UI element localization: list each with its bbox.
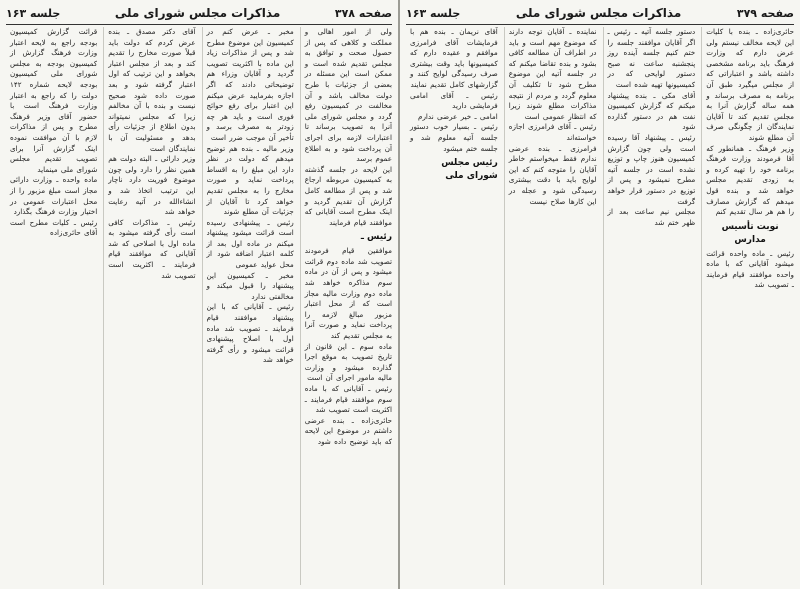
paragraph: وزیر دارائی ـ البته دولت هم همین نظر را دارد ولی چون موضوع فوریت دارد ناچار این ترتیب اتخاذ شد و انشاءالله در آتیه رعایت خواهد شد: [108, 154, 196, 217]
page-title: مذاکرات مجلس شورای ملی: [114, 6, 281, 20]
page-number: صفحه ۳۷۹: [736, 6, 794, 20]
right-page-header: [406, 3, 794, 23]
paragraph: مخبر ـ عرض کنم در کمیسیون این موضوع مطرح شد و پس از مذاکرات زیاد این ماده با اکثریت تصویب گردید و آقایان وزراء هم توضیحاتی دادند که اگر اجازه بفرمایید عرض میکنم این اعتبار برای رفع حوائج فوری است و باید هر چه زودتر به مصرف برسد و تأخیر آن موجب ضرر است: [206, 27, 294, 142]
paragraph: آقای مکی ـ بنده پیشنهاد میکنم که گزارش کمیسیون نفت هم در دستور گذارده شود: [607, 90, 696, 132]
speaker-heading: رئیس ـ: [360, 232, 392, 243]
paragraph: آقای نریمان ـ بنده هم با فرمایشات آقای فرامرزی موافقم و عقیده دارم که کمیسیونها باید وقت بیشتری صرف رسیدگی لوایح کنند و گزارشهای کامل تقدیم نمایند: [410, 27, 498, 89]
session-number: جلسه ۱۶۳: [6, 6, 61, 20]
paragraph: مجلس نیم ساعت بعد از ظهر ختم شد: [607, 207, 696, 227]
paragraph: رئیس ـ پیشنهادی رسیده است قرائت میشود پیشنهاد میکنم در ماده اول بعد از کلمه اعتبار اضافه شود از محل عواید عمومی: [206, 217, 294, 270]
text-column: [406, 27, 498, 585]
text-column: [300, 27, 392, 585]
paragraph: دستور جلسه آتیه ـ رئیس ـ اگر آقایان موافقند جلسه را ختم کنیم جلسه آینده روز پنجشنبه ساعت نه صبح دستور لوایحی که در کمیسیونها تهیه شده است: [607, 27, 696, 89]
paragraph: موافقین قیام فرمودند تصویب شد ماده دوم قرائت میشود و پس از آن در ماده سوم مذاکره خواهد شد ماده دوم وزارت مالیه مجاز است که از محل اعتبار مزبور مبالغ لازمه را پرداخت نماید و صورت آنرا به مجلس تقدیم کند: [304, 246, 392, 341]
paragraph: رئیس ـ بسیار خوب دستور جلسه آتیه معلوم شد و جلسه ختم میشود: [410, 122, 498, 153]
paragraph: رئیس ـ آقای فرامرزی اجازه خواسته‌اند: [508, 122, 597, 142]
right-page-columns: [406, 27, 794, 585]
paragraph: ماده سوم ـ این قانون از تاریخ تصویب به موقع اجرا گذارده میشود و وزارت مالیه مامور اجرای آن است: [304, 341, 392, 383]
paragraph: حائری‌زاده ـ بنده با کلیات این لایحه مخالف نیستم ولی عرض دارم که وزارت فرهنگ باید برنامه مشخصی داشته باشد و اعتباراتی که از مجلس میگیرد طبق آن برنامه به مصرف برساند و همه ساله گزارش آنرا به مجلس تقدیم کند تا آقایان نمایندگان از چگونگی صرف آن مطلع شوند: [706, 27, 794, 142]
paragraph: رئیس ـ آقایانی که با ماده سوم موافقند قیام فرمایند ـ اکثریت است تصویب شد: [304, 384, 392, 415]
paragraph: رئیس ـ آقای امامی فرمایشی دارید: [410, 90, 498, 111]
text-column: [701, 27, 794, 585]
paragraph: ولی از امور اهالی و مملکت و کلاهی که پس از حصول صحت و توافق به مجلس تقدیم شده است و ممکن است این مسئله در بعضی از جزئیات با طرح دولت مخالف باشد و آن مخالفت در کمیسیون رفع گردد و مجلس شورای ملی آنرا به تصویب برساند تا اعتبارات لازمه برای اجرای آن پرداخت شود و به اطلاع عموم برسد: [304, 27, 392, 164]
paragraph: رئیس ـ مذاکرات کافی است رأی گرفته میشود به ماده اول با اصلاحی که شد آقایانی که موافقند قیام فرمایند ـ اکثریت است تصویب شد: [108, 217, 196, 280]
page-number: صفحه ۳۷۸: [334, 6, 392, 20]
text-column: [504, 27, 597, 585]
paragraph: آقای دکتر مصدق ـ بنده عرض کردم که دولت باید قبلاً صورت مخارج را تقدیم کند و بعد از مجلس اعتبار بخواهد و این ترتیب که اول اعتبار گرفته شود و بعد صورت داده شود صحیح نیست و بنده با آن مخالفم زیرا که مجلس نمیتواند بدون اطلاع از جزئیات رأی بدهد و مسئولیت آن با نمایندگان است: [108, 27, 196, 153]
paragraph: وزیر فرهنگ ـ همانطور که آقا فرمودند وزارت فرهنگ برنامه خود را تهیه کرده و به زودی تقدیم مجلس خواهد شد و بنده قول میدهم که گزارش مصارف را هم هر سال تقدیم کنم: [706, 143, 794, 217]
paragraph: مخبر ـ کمیسیون این پیشنهاد را قبول میکند و مخالفتی ندارد: [206, 270, 294, 301]
paragraph: فرامرزی ـ بنده عرضی ندارم فقط میخواستم خاطر آقایان را متوجه کنم که این لوایح باید با دقت بیشتری رسیدگی شود و عجله در این کارها صلاح نیست: [508, 143, 597, 206]
text-column: [603, 27, 696, 585]
paragraph: ماده واحده ـ وزارت دارائی مجاز است مبلغ مزبور را از محل اعتبارات عمومی در اختیار وزارت فرهنگ بگذارد: [10, 175, 98, 217]
paragraph: نماینده ـ آقایان توجه دارند که موضوع مهم است و باید در اطراف آن مطالعه کافی بشود و بنده تقاضا میکنم که در جلسه آتیه این موضوع مطرح شود تا تکلیف آن معلوم گردد و مردم از نتیجه مذاکرات مطلع شوند زیرا که انتظار عمومی است: [508, 27, 597, 121]
right-page: [400, 0, 800, 589]
paragraph: رئیس ـ ماده واحده قرائت میشود آقایانی که با ماده واحده موافقند قیام فرمایند ـ تصویب شد: [706, 248, 794, 290]
signature-line: رئیس مجلس شورای ملی: [441, 158, 498, 182]
session-number: جلسه ۱۶۳: [406, 6, 461, 20]
paragraph: این لایحه در جلسه گذشته به کمیسیون مربوطه ارجاع شد و پس از مطالعه کامل گزارش آن تقدیم گردید و اینک مطرح است آقایانی که موافقند قیام فرمایند: [304, 164, 392, 227]
text-column: [6, 27, 97, 585]
page-title: مذاکرات مجلس شورای ملی: [515, 6, 682, 20]
paragraph: وزیر مالیه ـ بنده هم توضیح میدهم که دولت در نظر دارد این مبلغ را به اقساط پرداخت نماید و صورت مخارج را به مجلس تقدیم خواهد کرد تا آقایان از جزئیات آن مطلع شوند: [206, 143, 294, 217]
text-column: [103, 27, 195, 585]
left-page-columns: [6, 27, 392, 585]
paragraph: رئیس ـ پیشنهاد آقا رسیده است ولی چون گزارش کمیسیون هنوز چاپ و توزیع نشده است در جلسه آتیه مطرح نمیشود و پس از توزیع در دستور قرار خواهد گرفت: [607, 132, 696, 206]
left-page: [0, 0, 399, 589]
left-page-header: [6, 3, 392, 23]
text-column: [202, 27, 294, 585]
paragraph: حائری‌زاده ـ بنده عرضی داشتم در موضوع این لایحه که باید توضیح داده شود: [304, 415, 392, 446]
paragraph: رئیس ـ کلیات مطرح است آقای حائری‌زاده: [10, 217, 98, 238]
paragraph: امامی ـ خیر عرضی ندارم: [418, 111, 498, 121]
section-heading: نوبت تأسیس مدارس: [721, 221, 779, 245]
paragraph: قرائت گزارش کمیسیون بودجه راجع به لایحه اعتبار وزارت فرهنگ گزارش از کمیسیون بودجه به مجلس شورای ملی کمیسیون بودجه لایحه شماره ۱۴۲ دولت را که راجع به اعتبار وزارت فرهنگ است با حضور آقای وزیر فرهنگ مطرح و پس از مذاکرات لازم با آن موافقت نموده اینک گزارش آنرا برای تصویب تقدیم مجلس شورای ملی مینماید: [10, 27, 98, 174]
paragraph: رئیس ـ آقایانی که با این پیشنهاد موافقند قیام فرمایند ـ تصویب شد ماده اول با اصلاح پیشنهادی قرائت میشود و رأی گرفته خواهد شد: [206, 302, 294, 365]
